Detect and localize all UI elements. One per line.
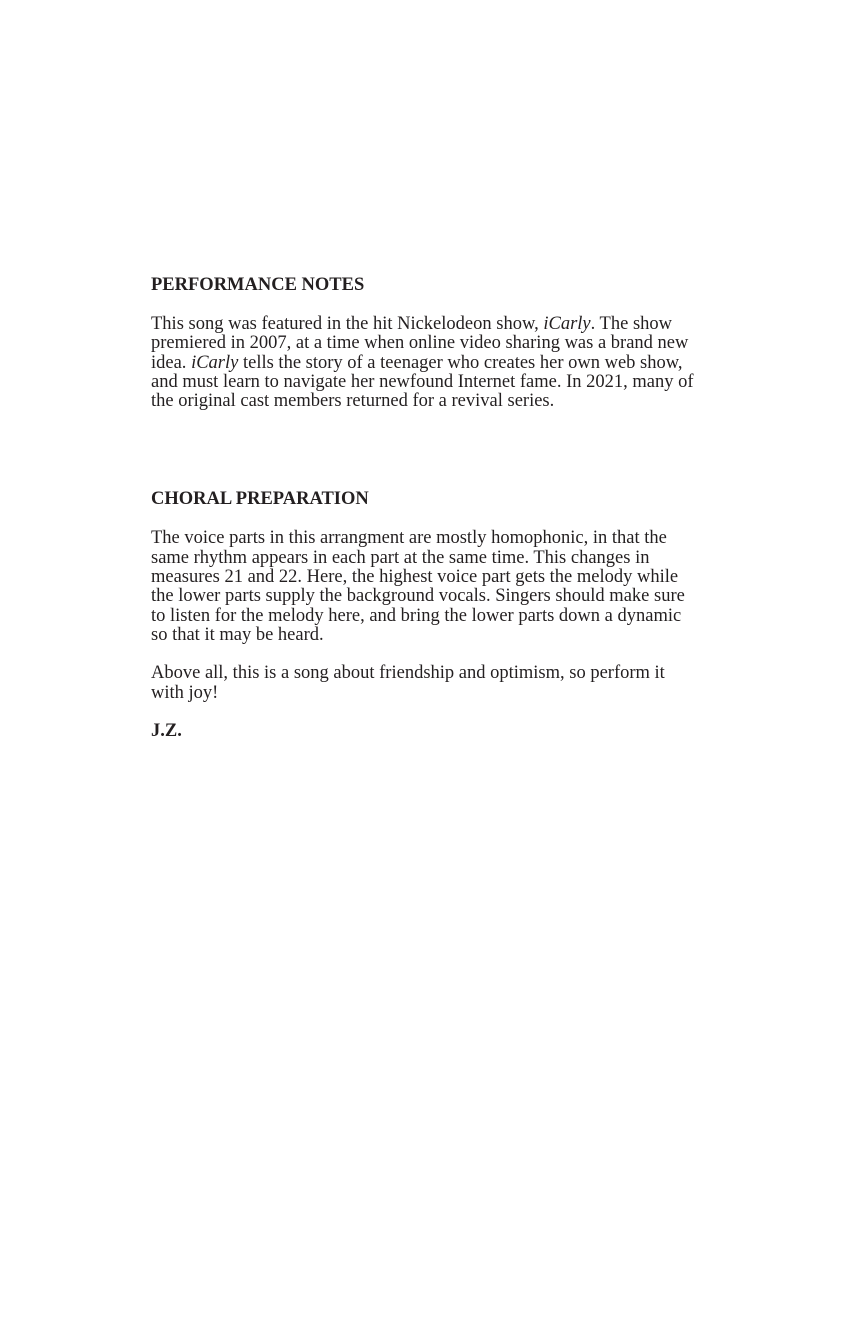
show-title: iCarly xyxy=(191,352,239,373)
choral-preparation-paragraph xyxy=(151,529,726,645)
closing-paragraph xyxy=(151,664,726,703)
paragraph-line: idea. iCarly tells the story of a teenager who creates her own web show, xyxy=(151,352,683,373)
choral-preparation-heading: CHORAL PREPARATION xyxy=(151,489,369,510)
performance-notes-heading: PERFORMANCE NOTES xyxy=(151,275,365,295)
paragraph-line: same rhythm appears in each part at the same time. This changes in xyxy=(151,547,650,568)
paragraph-line: This song was featured in the hit Nickelodeon show, iCarly. The show xyxy=(151,314,673,334)
paragraph-line: Above all, this is a song about friendship and optimism, so perform it xyxy=(151,663,665,684)
performance-notes-paragraph xyxy=(151,315,726,411)
paragraph-line: to listen for the melody here, and bring the lower parts down a dynamic xyxy=(151,605,682,626)
paragraph-line: the original cast members returned for a revival series. xyxy=(151,391,555,412)
paragraph-line: with joy! xyxy=(151,682,219,703)
paragraph-line: premiered in 2007, at a time when online video sharing was a brand new xyxy=(151,333,689,354)
paragraph-line: measures 21 and 22. Here, the highest voice part gets the melody while xyxy=(151,567,679,588)
paragraph-line: so that it may be heard. xyxy=(151,624,324,645)
author-signature: J.Z. xyxy=(151,720,182,741)
show-title: iCarly xyxy=(543,314,591,334)
paragraph-line: The voice parts in this arrangment are mostly homophonic, in that the xyxy=(151,528,667,549)
notes-page xyxy=(151,274,726,742)
paragraph-line: and must learn to navigate her newfound Internet fame. In 2021, many of xyxy=(151,371,694,392)
paragraph-line: the lower parts supply the background vocals. Singers should make sure xyxy=(151,586,685,607)
